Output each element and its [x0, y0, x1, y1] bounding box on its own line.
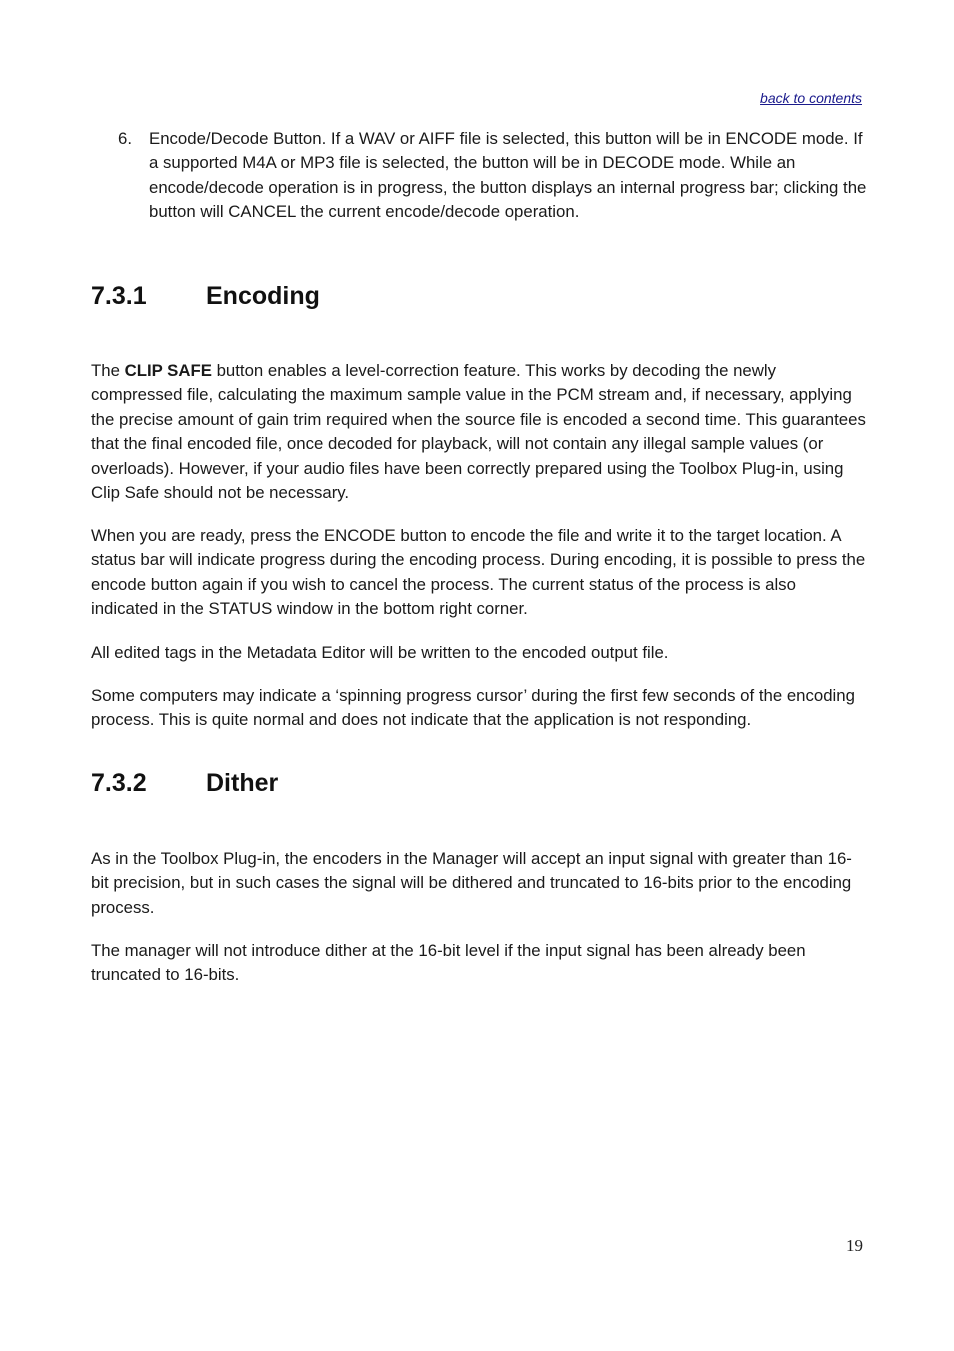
- section-number: 7.3.1: [91, 282, 147, 310]
- list-item: [118, 127, 868, 225]
- paragraph-clip-safe: [91, 359, 866, 505]
- list-item-text: Encode/Decode Button. If a WAV or AIFF file is selected, this button will be in ENCODE mode. If a supported M4A or MP3 file is selected, the button will be in DECODE mode. While an encode/decode operation is in progress, the button displays an internal progress bar; clicking the button will CANCEL the current encode/decode operation.: [149, 129, 867, 222]
- paragraph-rest: button enables a level-correction feature. This works by decoding the newly compressed file, calculating the maximum sample value in the PCM stream and, if necessary, applying the precise amount of gain trim required when the source file is encoded a second time. This guarantees that the final encoded file, once decoded for playback, will not contain any illegal sample values (or overloads). However, if your audio files have been correctly prepared using the Toolbox Plug-in, using Clip Safe should not be necessary.: [91, 361, 866, 503]
- section-heading-dither: [91, 769, 278, 798]
- back-to-contents-link[interactable]: back to contents: [760, 90, 862, 106]
- section-number: 7.3.2: [91, 769, 147, 797]
- clip-safe-bold: CLIP SAFE: [124, 361, 212, 380]
- page-number: 19: [846, 1236, 863, 1255]
- list-item-number: 6.: [118, 129, 132, 148]
- paragraph-encode-button: When you are ready, press the ENCODE button to encode the file and write it to the target location. A status bar will indicate progress during the encoding process. During encoding, it is possible to press the encode button again if you wish to cancel the process. The current status of the process is also indicated in the STATUS window in the bottom right corner.: [91, 526, 866, 619]
- paragraph-metadata: All edited tags in the Metadata Editor will be written to the encoded output file.: [91, 643, 669, 662]
- paragraph-prefix: The: [91, 361, 125, 380]
- paragraph-dither-input: As in the Toolbox Plug-in, the encoders in the Manager will accept an input signal with greater than 16-bit precision, but in such cases the signal will be dithered and truncated to 16-bits prior to the encoding process.: [91, 849, 852, 917]
- paragraph-progress-cursor: Some computers may indicate a ‘spinning progress cursor’ during the first few seconds of the encoding process. This is quite normal and does not indicate that the application is not responding.: [91, 686, 855, 730]
- section-title: Dither: [206, 769, 279, 797]
- paragraph-dither-level: The manager will not introduce dither at the 16-bit level if the input signal has been already been truncated to 16-bits.: [91, 941, 806, 985]
- section-title: Encoding: [206, 282, 320, 310]
- section-heading-encoding: [91, 282, 320, 311]
